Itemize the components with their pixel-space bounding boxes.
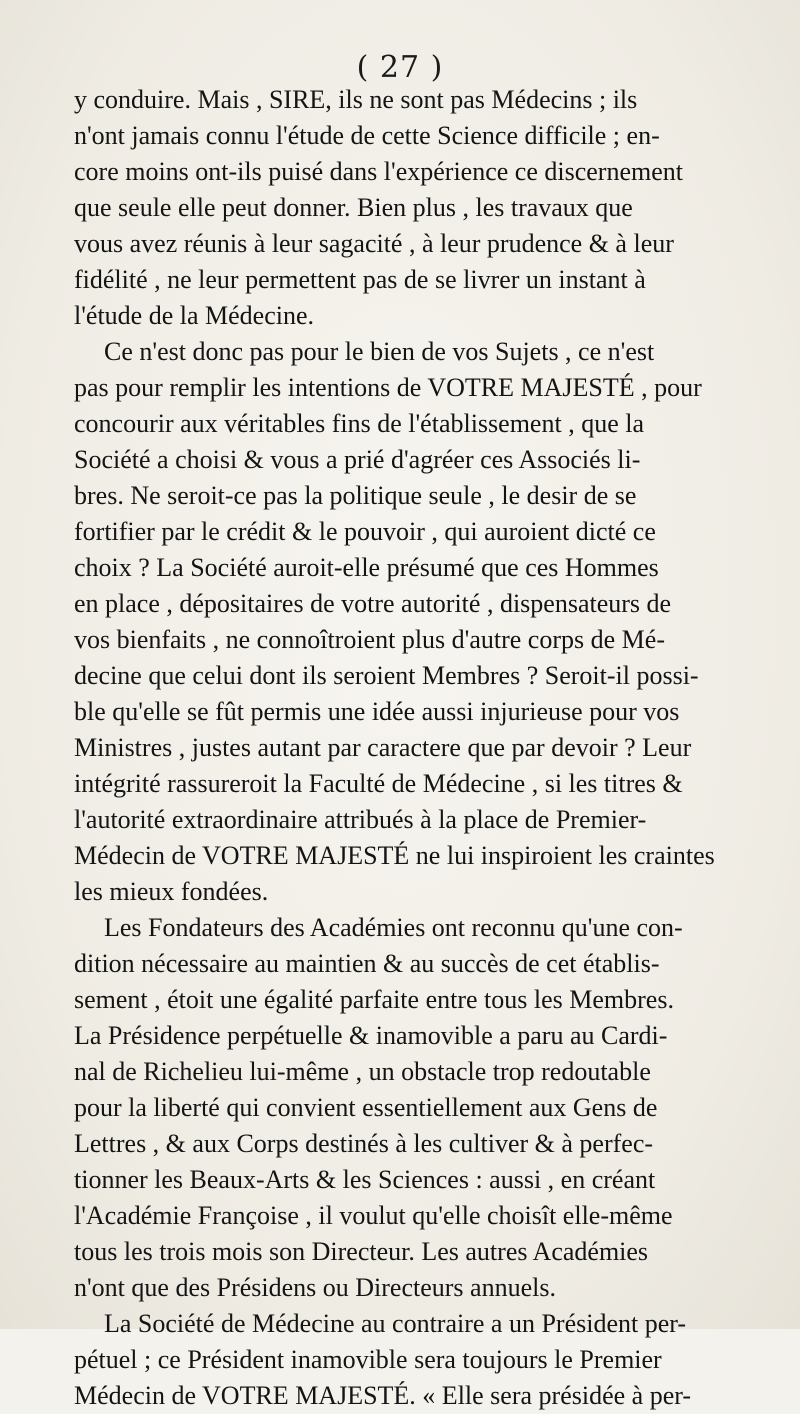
text-line: l'autorité extraordinaire attribués à la place de Premier-: [74, 805, 647, 834]
paragraph: [74, 1306, 740, 1414]
text-line: Ce n'est donc pas pour le bien de vos Sujets , ce n'est: [104, 337, 655, 366]
page-number: ( 27 ): [356, 50, 444, 85]
text-line: Les Fondateurs des Académies ont reconnu qu'une con-: [104, 913, 683, 942]
text-line: Société a choisi & vous a prié d'agréer ces Associés li-: [74, 445, 641, 474]
text-line: en place , dépositaires de votre autorité , dispensateurs de: [74, 589, 672, 618]
text-line: Lettres , & aux Corps destinés à les cultiver & à perfec-: [74, 1129, 654, 1158]
text-line: intégrité rassureroit la Faculté de Médecine , si les titres &: [74, 769, 683, 798]
body-text: [74, 82, 740, 1414]
text-line: vos bienfaits , ne connoîtroient plus d'autre corps de Mé-: [74, 625, 665, 654]
text-line: Ministres , justes autant par caractere que par devoir ? Leur: [74, 733, 692, 762]
text-line: n'ont que des Présidens ou Directeurs annuels.: [74, 1273, 556, 1302]
text-line: fortifier par le crédit & le pouvoir , qui auroient dicté ce: [74, 517, 656, 546]
text-line: pas pour remplir les intentions de VOTRE MAJESTÉ , pour: [74, 373, 702, 402]
text-line: fidélité , ne leur permettent pas de se livrer un instant à: [74, 265, 646, 294]
paragraph: [74, 82, 740, 334]
text-line: Médecin de VOTRE MAJESTÉ. « Elle sera présidée à per-: [74, 1381, 692, 1410]
text-line: tous les trois mois son Directeur. Les autres Académies: [74, 1237, 649, 1266]
text-line: l'Académie Françoise , il voulut qu'elle choisît elle-même: [74, 1201, 673, 1230]
text-line: nal de Richelieu lui-même , un obstacle trop redoutable: [74, 1057, 651, 1086]
text-line: core moins ont-ils puisé dans l'expérience ce discernement: [74, 157, 683, 186]
text-line: l'étude de la Médecine.: [74, 301, 315, 330]
text-line: les mieux fondées.: [74, 877, 269, 906]
text-line: La Société de Médecine au contraire a un Président per-: [104, 1309, 687, 1338]
text-line: Médecin de VOTRE MAJESTÉ ne lui inspiroient les craintes: [74, 841, 715, 870]
text-line: pétuel ; ce Président inamovible sera toujours le Premier: [74, 1345, 662, 1374]
text-line: decine que celui dont ils seroient Membres ? Seroit-il possi-: [74, 661, 699, 690]
text-line: ble qu'elle se fût permis une idée aussi injurieuse pour vos: [74, 697, 680, 726]
text-line: y conduire. Mais , SIRE, ils ne sont pas Médecins ; ils: [74, 85, 638, 114]
text-line: tionner les Beaux-Arts & les Sciences : aussi , en créant: [74, 1165, 656, 1194]
text-line: bres. Ne seroit-ce pas la politique seule , le desir de se: [74, 481, 637, 510]
text-line: sement , étoit une égalité parfaite entre tous les Membres.: [74, 985, 674, 1014]
text-line: choix ? La Société auroit-elle présumé que ces Hommes: [74, 553, 659, 582]
text-line: n'ont jamais connu l'étude de cette Science difficile ; en-: [74, 121, 660, 150]
paragraph: [74, 910, 740, 1306]
text-line: concourir aux véritables fins de l'établissement , que la: [74, 409, 644, 438]
text-line: pour la liberté qui convient essentiellement aux Gens de: [74, 1093, 658, 1122]
paragraph: [74, 334, 740, 910]
text-line: que seule elle peut donner. Bien plus , les travaux que: [74, 193, 633, 222]
text-line: dition nécessaire au maintien & au succès de cet établis-: [74, 949, 660, 978]
text-line: La Présidence perpétuelle & inamovible a paru au Cardi-: [74, 1021, 668, 1050]
text-line: vous avez réunis à leur sagacité , à leur prudence & à leur: [74, 229, 674, 258]
